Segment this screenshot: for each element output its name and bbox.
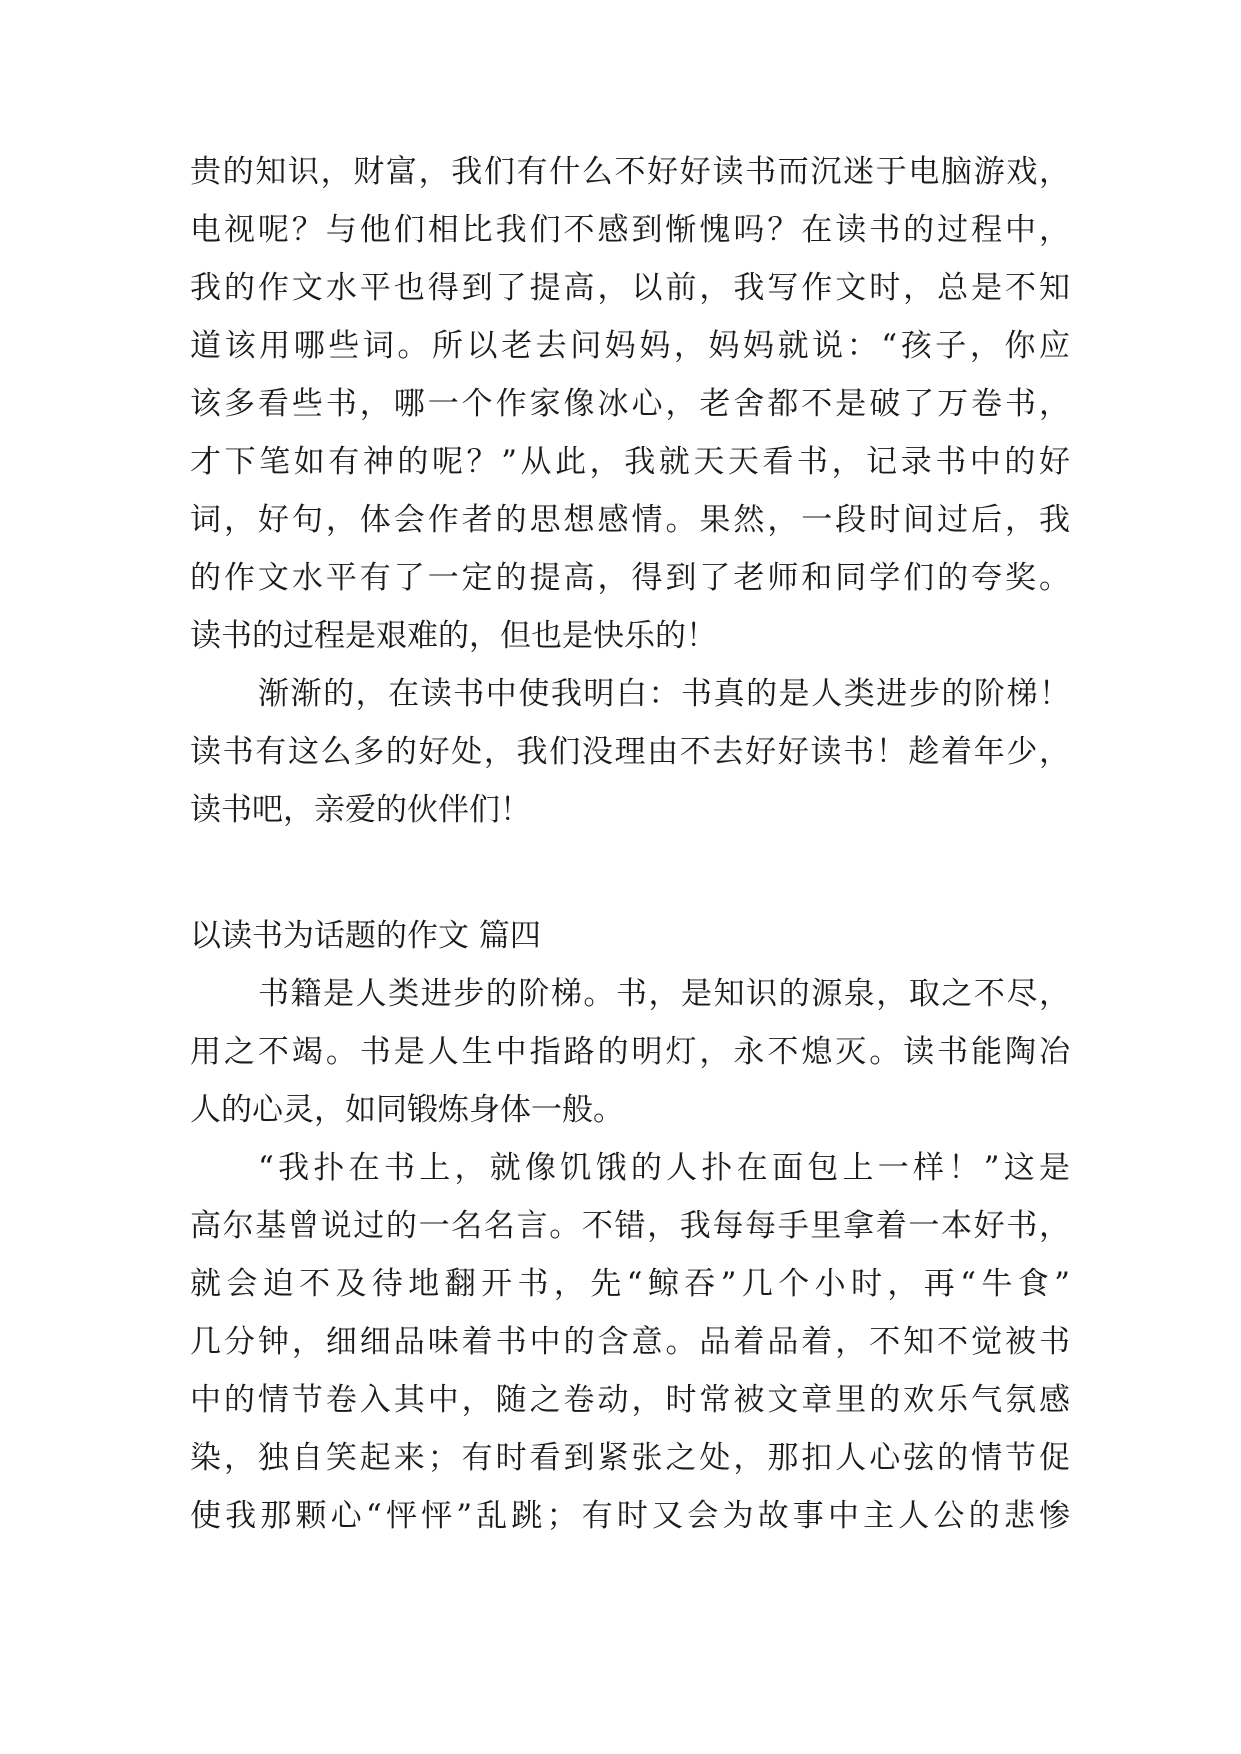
text-line: 使我那颗心“怦怦”乱跳；有时又会为故事中主人公的悲惨 — [190, 1498, 1070, 1534]
text-line: 读书有这么多的好处，我们没理由不去好好读书！趁着年少， — [190, 734, 1070, 770]
paragraph-first-line: 渐渐的，在读书中使我明白：书真的是人类进步的阶梯！ — [258, 676, 1070, 712]
text-line: 用之不竭。书是人生中指路的明灯，永不熄灭。读书能陶冶 — [190, 1034, 1070, 1070]
text-line: 才下笔如有神的呢？”从此，我就天天看书，记录书中的好 — [190, 444, 1070, 480]
text-line: 读书吧，亲爱的伙伴们！ — [190, 792, 531, 828]
text-line: 高尔基曾说过的一名名言。不错，我每每手里拿着一本好书， — [190, 1208, 1070, 1244]
text-line: 就会迫不及待地翻开书，先“鲸吞”几个小时，再“牛食” — [190, 1266, 1070, 1302]
section-heading: 以读书为话题的作文 篇四 — [190, 918, 541, 954]
text-line: 的作文水平有了一定的提高，得到了老师和同学们的夸奖。 — [190, 560, 1070, 596]
text-line: 道该用哪些词。所以老去问妈妈，妈妈就说：“孩子，你应 — [190, 328, 1070, 364]
paragraph-first-line: 书籍是人类进步的阶梯。书，是知识的源泉，取之不尽， — [258, 976, 1070, 1012]
text-line: 中的情节卷入其中，随之卷动，时常被文章里的欢乐气氛感 — [190, 1382, 1070, 1418]
text-line: 该多看些书，哪一个作家像冰心，老舍都不是破了万卷书， — [190, 386, 1070, 422]
text-line: 染，独自笑起来；有时看到紧张之处，那扣人心弦的情节促 — [190, 1440, 1070, 1476]
text-line: 我的作文水平也得到了提高，以前，我写作文时，总是不知 — [190, 270, 1070, 306]
paragraph-first-line: “我扑在书上，就像饥饿的人扑在面包上一样！”这是 — [258, 1150, 1070, 1186]
text-line: 读书的过程是艰难的，但也是快乐的！ — [190, 618, 717, 654]
text-line: 人的心灵，如同锻炼身体一般。 — [190, 1092, 624, 1128]
text-line: 贵的知识，财富，我们有什么不好好读书而沉迷于电脑游戏， — [190, 154, 1070, 190]
text-line: 几分钟，细细品味着书中的含意。品着品着，不知不觉被书 — [190, 1324, 1070, 1360]
text-line: 词，好句，体会作者的思想感情。果然，一段时间过后，我 — [190, 502, 1070, 538]
text-line: 电视呢？与他们相比我们不感到惭愧吗？在读书的过程中， — [190, 212, 1070, 248]
